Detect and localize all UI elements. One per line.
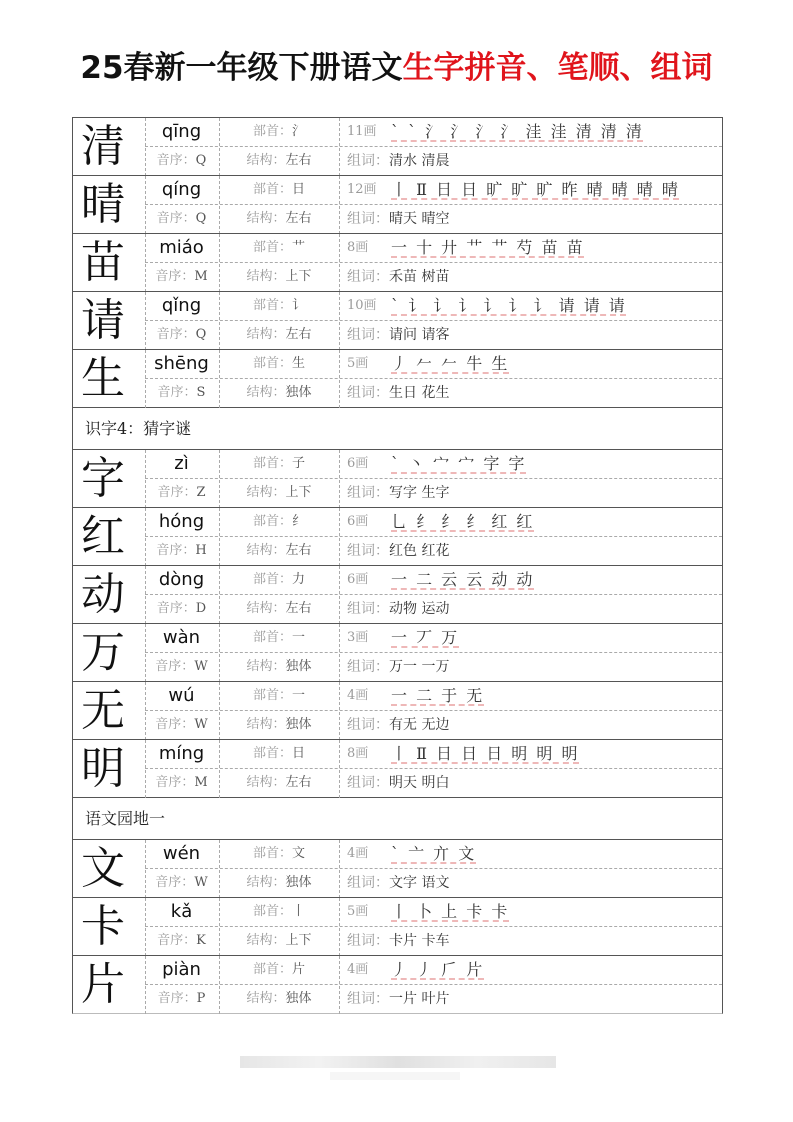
structure-label: 结构： (246, 775, 286, 790)
character-entry (73, 681, 722, 739)
radical (219, 234, 339, 262)
pinyin: qíng (161, 179, 202, 200)
radical-value: 纟 (292, 514, 306, 529)
radical (219, 682, 339, 710)
pinyin: piàn (162, 959, 201, 980)
structure (219, 147, 339, 175)
pinyin: qǐng (161, 295, 202, 316)
grid-divider (339, 350, 340, 408)
section-header: 语文园地一 (73, 797, 722, 839)
stroke-count: 8画 (347, 240, 369, 255)
word-examples-label: 组词： (347, 327, 389, 343)
phonetic-order-label: 音序： (155, 875, 195, 890)
stroke-order: ` 亠 亣 文 (391, 844, 477, 863)
pinyin: kǎ (170, 901, 193, 922)
grid-divider (339, 624, 340, 682)
phonetic-order-label: 音序： (155, 775, 195, 790)
phonetic-order (145, 379, 218, 407)
radical (219, 292, 339, 320)
phonetic-order-label: 音序： (156, 543, 196, 558)
stroke-order: ` 丶 宀 宀 字 字 (391, 454, 527, 473)
structure-label: 结构： (246, 211, 286, 226)
large-character: 文 (81, 843, 125, 894)
word-examples (347, 479, 449, 507)
word-examples (347, 869, 449, 897)
radical-label: 部首： (252, 124, 292, 139)
word-examples (347, 711, 449, 739)
radical-value: 一 (292, 630, 306, 645)
structure-value: 独体 (285, 659, 312, 674)
large-character: 万 (81, 627, 125, 678)
structure (219, 869, 339, 897)
radical-label: 部首： (252, 298, 292, 313)
word-examples (347, 205, 449, 233)
word-examples (347, 321, 449, 349)
structure-value: 独体 (285, 385, 312, 400)
stroke-order: 丿 𠂉 𠂉 牛 生 (391, 354, 510, 373)
stroke-count: 10画 (347, 298, 377, 313)
phonetic-order-label: 音序： (157, 933, 197, 948)
large-character: 晴 (81, 179, 125, 230)
radical-label: 部首： (252, 630, 292, 645)
blurred-footer (240, 1056, 556, 1068)
pinyin: míng (158, 743, 205, 764)
large-character: 卡 (81, 901, 125, 952)
radical-value: 艹 (292, 240, 306, 255)
pinyin: wén (162, 843, 201, 864)
radical-label: 部首： (252, 962, 292, 977)
phonetic-order (145, 537, 218, 565)
phonetic-order-label: 音序： (155, 659, 195, 674)
phonetic-order-value: H (195, 543, 207, 558)
radical (219, 956, 339, 984)
word-examples (347, 537, 449, 565)
word-examples-value: 写字 生字 (389, 485, 450, 501)
structure-value: 独体 (285, 991, 312, 1006)
structure-value: 左右 (285, 601, 312, 616)
phonetic-order-label: 音序： (156, 327, 196, 342)
structure-label: 结构： (246, 269, 286, 284)
radical-label: 部首： (252, 688, 292, 703)
character-entry (73, 839, 722, 897)
stroke-count: 8画 (347, 746, 369, 761)
phonetic-order (145, 321, 218, 349)
phonetic-order-value: M (194, 269, 208, 284)
large-character: 生 (81, 353, 125, 404)
grid-divider (339, 682, 340, 740)
structure-label: 结构： (246, 933, 286, 948)
stroke-count: 4画 (347, 688, 369, 703)
grid-divider (339, 234, 340, 292)
word-examples-value: 卡片 卡车 (389, 933, 450, 949)
structure-label: 结构： (246, 327, 286, 342)
phonetic-order (145, 653, 218, 681)
structure (219, 653, 339, 681)
phonetic-order (145, 147, 218, 175)
pinyin: shēng (154, 353, 209, 374)
word-examples-label: 组词： (347, 153, 389, 169)
radical-label: 部首： (252, 456, 292, 471)
structure (219, 927, 339, 955)
radical-label: 部首： (252, 846, 292, 861)
phonetic-order-value: Q (195, 211, 207, 226)
stroke-order: 一 二 于 无 (391, 686, 485, 705)
word-examples (347, 595, 449, 623)
stroke-order: 乚 纟 纟 纟 红 红 (391, 512, 535, 531)
grid-divider (339, 118, 340, 176)
page-title (0, 44, 793, 92)
structure-label: 结构： (246, 875, 286, 890)
phonetic-order-value: W (194, 717, 208, 732)
word-examples (347, 147, 449, 175)
stroke-order: 丿 丿 𠂆 片 (391, 960, 485, 979)
stroke-count: 12画 (347, 182, 377, 197)
character-entry (73, 507, 722, 565)
character-sheet (72, 117, 723, 1014)
stroke-count: 3画 (347, 630, 369, 645)
radical-value: 力 (292, 572, 306, 587)
phonetic-order (145, 869, 218, 897)
large-character: 苗 (81, 237, 125, 288)
radical-label: 部首： (252, 182, 292, 197)
large-character: 动 (81, 569, 125, 620)
structure (219, 769, 339, 797)
phonetic-order (145, 479, 218, 507)
word-examples-label: 组词： (347, 717, 389, 733)
radical-value: 片 (292, 962, 306, 977)
phonetic-order (145, 769, 218, 797)
grid-divider (339, 956, 340, 1014)
radical (219, 350, 339, 378)
phonetic-order (145, 595, 218, 623)
structure-label: 结构： (246, 153, 286, 168)
radical (219, 840, 339, 868)
word-examples-label: 组词： (347, 211, 389, 227)
structure-value: 左右 (285, 211, 312, 226)
pinyin: miáo (159, 237, 204, 258)
radical (219, 118, 339, 146)
large-character: 清 (81, 121, 125, 172)
phonetic-order-value: W (194, 875, 208, 890)
stroke-order: 丨 Ⅱ 日 日 日 明 明 明 (391, 744, 580, 763)
word-examples-value: 有无 无边 (389, 717, 450, 733)
radical (219, 740, 339, 768)
word-examples-value: 万一 一万 (389, 659, 450, 675)
pinyin: zì (174, 453, 189, 474)
structure (219, 205, 339, 233)
radical (219, 176, 339, 204)
structure (219, 985, 339, 1013)
structure-value: 左右 (285, 327, 312, 342)
phonetic-order-label: 音序： (156, 211, 196, 226)
character-entry (73, 117, 722, 175)
phonetic-order (145, 711, 218, 739)
phonetic-order-value: M (194, 775, 208, 790)
radical-label: 部首： (252, 514, 292, 529)
radical-value: 生 (292, 356, 306, 371)
structure (219, 321, 339, 349)
stroke-count: 11画 (347, 124, 377, 139)
word-examples-value: 禾苗 树苗 (389, 269, 450, 285)
grid-divider (339, 508, 340, 566)
large-character: 明 (81, 743, 125, 794)
pinyin: qīng (161, 121, 202, 142)
word-examples-value: 清水 清晨 (389, 153, 450, 169)
character-entry (73, 565, 722, 623)
phonetic-order (145, 927, 218, 955)
radical (219, 508, 339, 536)
structure-value: 上下 (285, 269, 312, 284)
word-examples-value: 晴天 晴空 (389, 211, 450, 227)
word-examples-label: 组词： (347, 659, 389, 675)
phonetic-order-label: 音序： (156, 601, 196, 616)
structure-label: 结构： (246, 659, 286, 674)
title-part-red: 生字拼音、笔顺、组词 (402, 50, 713, 86)
word-examples-label: 组词： (347, 269, 389, 285)
phonetic-order (145, 263, 218, 291)
word-examples-label: 组词： (347, 485, 389, 501)
structure (219, 537, 339, 565)
radical (219, 450, 339, 478)
structure-value: 左右 (285, 775, 312, 790)
radical-value: 日 (292, 182, 306, 197)
phonetic-order-value: P (196, 991, 206, 1006)
structure-label: 结构： (246, 717, 286, 732)
phonetic-order-value: Q (195, 153, 207, 168)
structure (219, 479, 339, 507)
structure (219, 595, 339, 623)
character-entry (73, 233, 722, 291)
radical-value: 丨 (292, 904, 306, 919)
grid-divider (339, 840, 340, 898)
grid-divider (339, 566, 340, 624)
grid-divider (339, 176, 340, 234)
structure-label: 结构： (246, 601, 286, 616)
phonetic-order-label: 音序： (155, 717, 195, 732)
pinyin: wàn (162, 627, 201, 648)
word-examples (347, 379, 449, 407)
large-character: 红 (81, 511, 125, 562)
stroke-order: 一 十 廾 艹 艹 芍 苗 苗 (391, 238, 585, 257)
large-character: 字 (81, 453, 125, 504)
word-examples (347, 263, 449, 291)
phonetic-order-value: K (196, 933, 206, 948)
radical-label: 部首： (252, 572, 292, 587)
character-entry (73, 349, 722, 407)
radical (219, 624, 339, 652)
radical-label: 部首： (252, 356, 292, 371)
stroke-count: 5画 (347, 904, 369, 919)
phonetic-order-label: 音序： (157, 991, 197, 1006)
radical-value: 讠 (292, 298, 306, 313)
grid-divider (339, 450, 340, 508)
phonetic-order-label: 音序： (155, 269, 195, 284)
word-examples (347, 927, 449, 955)
structure-value: 左右 (285, 153, 312, 168)
stroke-count: 5画 (347, 356, 369, 371)
radical-label: 部首： (252, 746, 292, 761)
character-entry (73, 291, 722, 349)
structure (219, 379, 339, 407)
word-examples-value: 请问 请客 (389, 327, 450, 343)
word-examples-label: 组词： (347, 385, 389, 401)
structure-label: 结构： (246, 385, 286, 400)
grid-divider (339, 898, 340, 956)
stroke-order: 丨 卜 上 卡 卡 (391, 902, 510, 921)
word-examples-value: 动物 运动 (389, 601, 450, 617)
structure-value: 左右 (285, 543, 312, 558)
word-examples-value: 红色 红花 (389, 543, 450, 559)
phonetic-order-value: Z (196, 485, 206, 500)
phonetic-order-value: S (196, 385, 206, 400)
pinyin: dòng (158, 569, 205, 590)
stroke-order: 一 丆 万 (391, 628, 460, 647)
title-part-black: 25春新一年级下册语文 (80, 50, 403, 86)
word-examples-value: 生日 花生 (389, 385, 450, 401)
structure-value: 独体 (285, 875, 312, 890)
character-entry (73, 449, 722, 507)
phonetic-order-value: Q (195, 327, 207, 342)
phonetic-order (145, 205, 218, 233)
character-entry (73, 897, 722, 955)
stroke-count: 6画 (347, 456, 369, 471)
stroke-count: 6画 (347, 514, 369, 529)
blurred-footer-sub (330, 1072, 460, 1080)
grid-divider (339, 740, 340, 798)
radical-value: 子 (292, 456, 306, 471)
character-entry (73, 175, 722, 233)
phonetic-order-value: W (194, 659, 208, 674)
word-examples-value: 明天 明白 (389, 775, 450, 791)
word-examples-value: 一片 叶片 (389, 991, 450, 1007)
structure (219, 263, 339, 291)
character-entry (73, 623, 722, 681)
stroke-order: ` 讠 讠 讠 讠 讠 讠 请 请 请 (391, 296, 627, 315)
radical-value: 日 (292, 746, 306, 761)
phonetic-order-label: 音序： (157, 485, 197, 500)
structure-value: 上下 (285, 485, 312, 500)
grid-divider (339, 292, 340, 350)
stroke-order: ` ` 氵 氵 氵 氵 洼 洼 清 清 清 (391, 122, 644, 141)
phonetic-order-value: D (195, 601, 207, 616)
word-examples-label: 组词： (347, 775, 389, 791)
word-examples-label: 组词： (347, 875, 389, 891)
word-examples (347, 653, 449, 681)
character-entry (73, 739, 722, 797)
structure-value: 上下 (285, 933, 312, 948)
radical-value: 文 (292, 846, 306, 861)
stroke-count: 4画 (347, 846, 369, 861)
structure-value: 独体 (285, 717, 312, 732)
pinyin: hóng (158, 511, 205, 532)
structure-label: 结构： (246, 485, 286, 500)
word-examples-label: 组词： (347, 991, 389, 1007)
word-examples-label: 组词： (347, 543, 389, 559)
radical (219, 898, 339, 926)
word-examples-label: 组词： (347, 601, 389, 617)
word-examples (347, 985, 449, 1013)
word-examples-value: 文字 语文 (389, 875, 450, 891)
radical (219, 566, 339, 594)
structure-label: 结构： (246, 991, 286, 1006)
radical-label: 部首： (252, 240, 292, 255)
stroke-count: 4画 (347, 962, 369, 977)
phonetic-order-label: 音序： (157, 385, 197, 400)
radical-value: 一 (292, 688, 306, 703)
pinyin: wú (168, 685, 195, 706)
stroke-count: 6画 (347, 572, 369, 587)
phonetic-order (145, 985, 218, 1013)
large-character: 无 (81, 685, 125, 736)
stroke-order: 一 二 云 云 动 动 (391, 570, 535, 589)
character-entry (73, 955, 722, 1013)
word-examples-label: 组词： (347, 933, 389, 949)
structure-label: 结构： (246, 543, 286, 558)
structure (219, 711, 339, 739)
phonetic-order-label: 音序： (156, 153, 196, 168)
radical-value: 氵 (292, 124, 306, 139)
word-examples (347, 769, 449, 797)
large-character: 请 (81, 295, 125, 346)
stroke-order: 丨 Ⅱ 日 日 旷 旷 旷 昨 晴 晴 晴 晴 (391, 180, 680, 199)
large-character: 片 (81, 959, 125, 1010)
section-header: 识字4：猜字谜 (73, 407, 722, 449)
radical-label: 部首： (252, 904, 292, 919)
